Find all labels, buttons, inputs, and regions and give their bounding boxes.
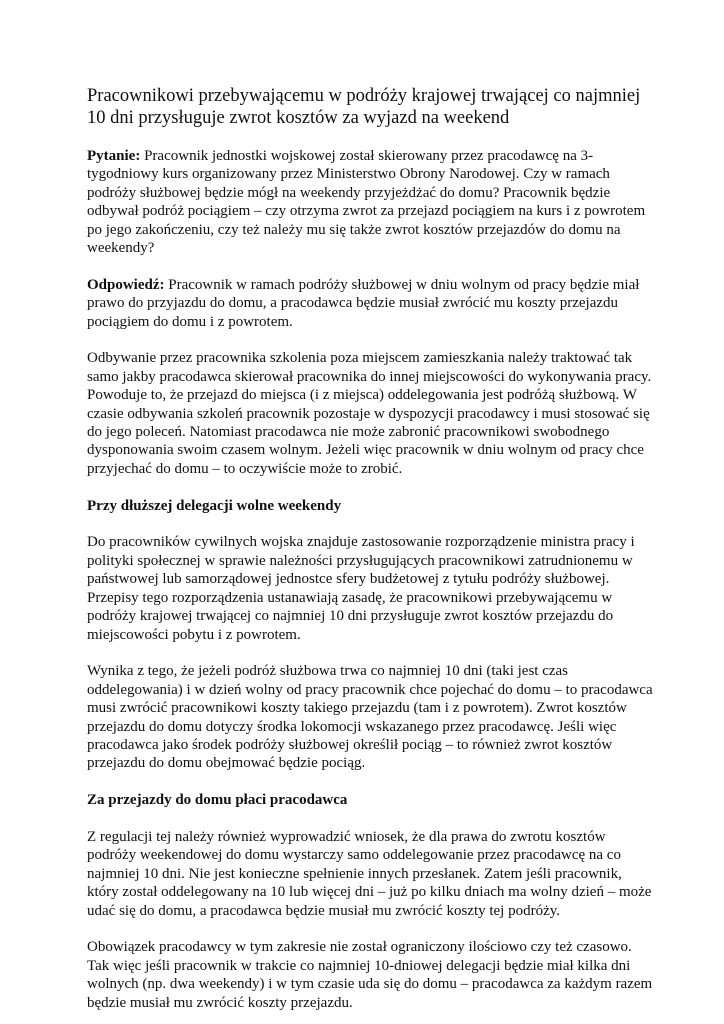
question-text: Pracownik jednostki wojskowej został skierowany przez pracodawcę na 3-tygodniowy kurs organizowany przez Ministerstwo Obrony Narodowej. Czy w ramach podróży służbowej będzie mógł na weekendy przyjeżdżać do domu? Pracownik będzie odbywał podróż pociągiem – czy otrzyma zwrot za przejazd pociągiem na kurs i z powrotem po jego zakończeniu, czy też należy mu się także zwrot kosztów przejazdów do domu na weekendy? bbox=[87, 148, 646, 257]
body-paragraph-5: Obowiązek pracodawcy w tym zakresie nie został ograniczony ilościowo czy też czasowo. Tak więc jeśli pracownik w trakcie co najmniej 10-dniowej delegacji będzie miał kilka dni wolnych (np. dwa weekendy) i w tym czasie uda się do domu – pracodawca za każdym razem będzie musiał mu zwrócić koszty przejazdu. bbox=[87, 939, 653, 1011]
answer-label: Odpowiedź: bbox=[87, 276, 165, 293]
body-paragraph-1: Odbywanie przez pracownika szkolenia poza miejscem zamieszkania należy traktować tak samo jakby pracodawca skierował pracownika do innej miejscowości do wykonywania pracy. Powoduje to, że przejazd do miejsca (i z miejsca) oddelegowania jest podróżą służbową. W czasie odbywania szkoleń pracownik pozostaje w dyspozycji pracodawcy i musi stosować się do jego poleceń. Natomiast pracodawca nie może zabronić pracownikowi swobodnego dysponowania swoim czasem wolnym. Jeżeli więc pracownik w dniu wolnym od pracy chce przyjechać do domu – to oczywiście może to zrobić. bbox=[87, 350, 652, 477]
document-title: Pracownikowi przebywającemu w podróży krajowej trwającej co najmniej 10 dni przysługuje zwrot kosztów za wyjazd na weekend bbox=[87, 86, 641, 128]
section-heading-1: Przy dłuższej delegacji wolne weekendy bbox=[87, 497, 342, 514]
body-paragraph-4: Z regulacji tej należy również wyprowadzić wniosek, że dla prawa do zwrotu kosztów podróży weekendowej do domu wystarczy samo oddelegowanie przez pracodawcę na co najmniej 10 dni. Nie jest konieczne spełnienie innych przesłanek. Zatem jeśli pracownik, który został oddelegowany na 10 lub więcej dni – już po kilku dniach ma wolny dzień – może udać się do domu, a pracodawca będzie musiał mu zwrócić koszty tej podróży. bbox=[87, 828, 652, 919]
body-paragraph-2: Do pracowników cywilnych wojska znajduje zastosowanie rozporządzenie ministra pracy i polityki społecznej w sprawie należności przysługujących pracownikowi zatrudnionemu w państwowej lub samorządowej jednostce sfery budżetowej z tytułu podróży służbowej. Przepisy tego rozporządzenia ustanawiają zasadę, że pracownikowi przebywającemu w podróży krajowej trwającej co najmniej 10 dni przysługuje zwrot kosztów przejazdu do miejscowości pobytu i z powrotem. bbox=[87, 534, 635, 643]
answer-text: Pracownik w ramach podróży służbowej w dniu wolnym od pracy będzie miał prawo do przyjazdu do domu, a pracodawca będzie musiał zwrócić mu koszty przejazdu pociągiem do domu i z powrotem. bbox=[87, 276, 640, 330]
question-label: Pytanie: bbox=[87, 148, 141, 164]
section-heading-2: Za przejazdy do domu płaci pracodawca bbox=[87, 792, 348, 809]
answer-paragraph bbox=[87, 276, 654, 331]
body-paragraph-3: Wynika z tego, że jeżeli podróż służbowa trwa co najmniej 10 dni (taki jest czas oddelegowania) i w dzień wolny od pracy pracownik chce pojechać do domu – to pracodawca musi zwrócić pracownikowi koszty takiego przejazdu (tam i z powrotem). Zwrot kosztów przejazdu do domu dotyczy środka lokomocji wskazanego przez pracodawcę. Jeśli więc pracodawca jako środek podróży służbowej określił pociąg – to również zwrot kosztów przejazdu do domu obejmować będzie pociąg. bbox=[87, 663, 653, 772]
question-paragraph bbox=[87, 147, 654, 257]
